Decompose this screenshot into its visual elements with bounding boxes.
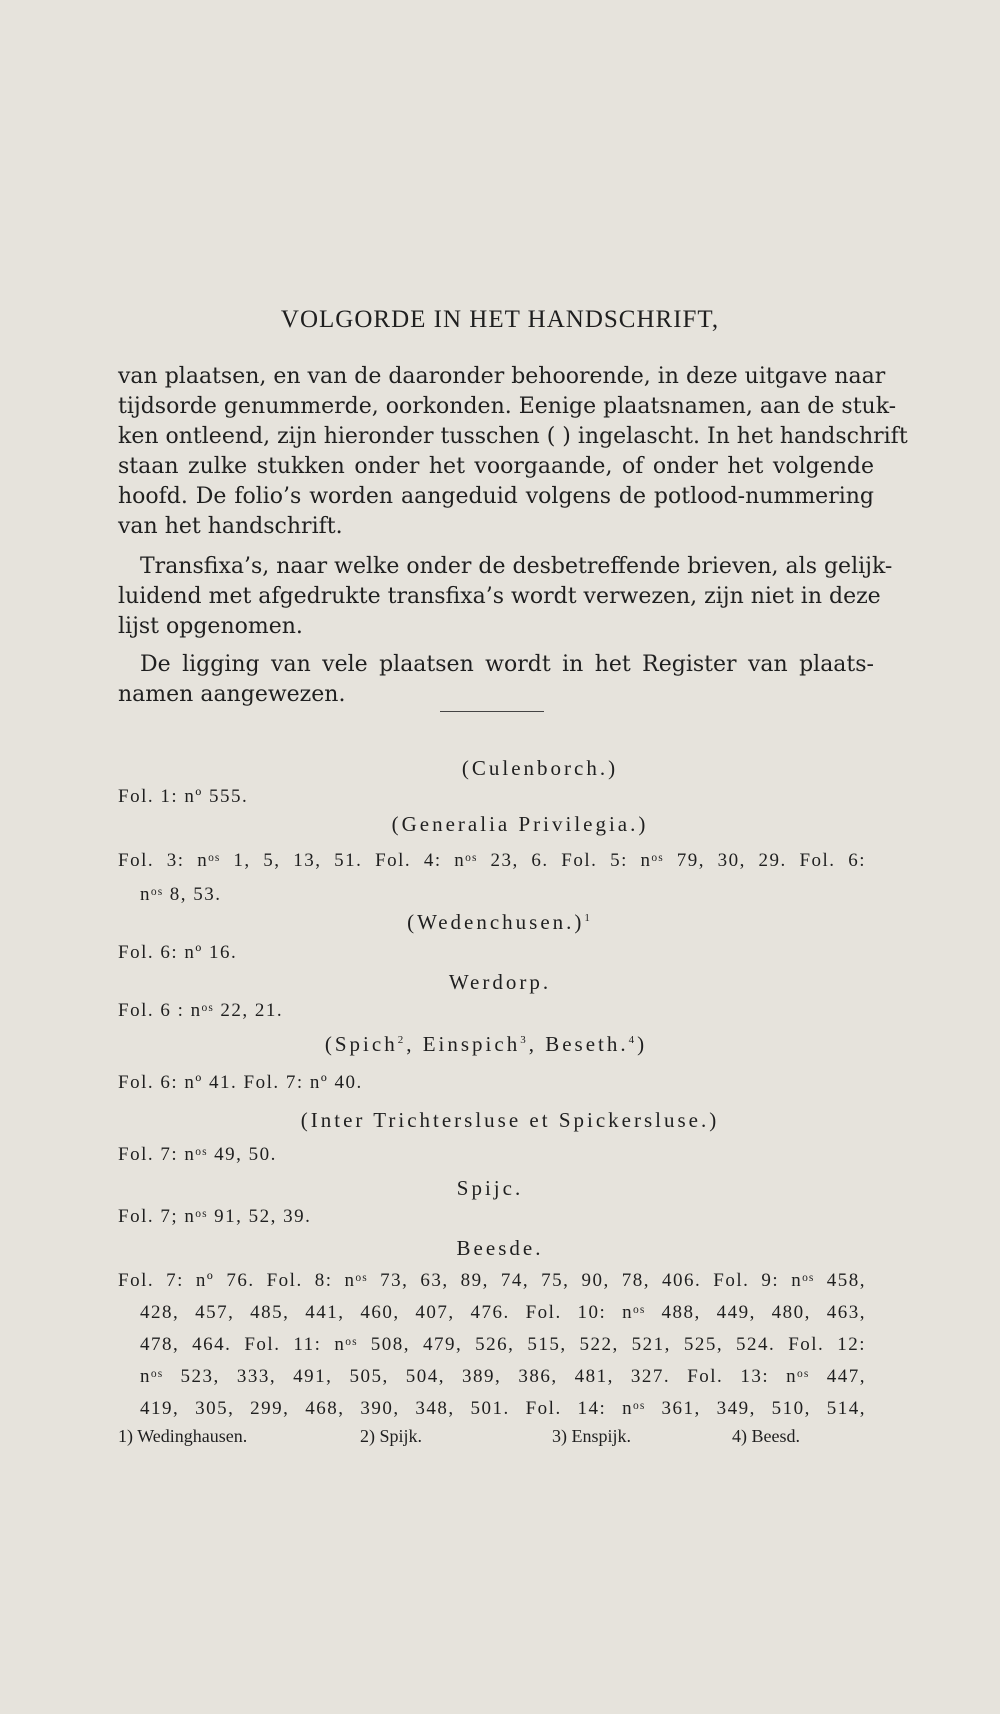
- place-heading-text: (Wedenchusen.): [407, 910, 585, 934]
- intro-line: namen aangewezen.: [118, 682, 346, 707]
- folio-line: 478, 464. Fol. 11: nᵒˢ 508, 479, 526, 515, 522, 521, 525, 524. Fol. 12:: [140, 1334, 866, 1355]
- folio-line: Fol. 3: nᵒˢ 1, 5, 13, 51. Fol. 4: nᵒˢ 23, 6. Fol. 5: nᵒˢ 79, 30, 29. Fol. 6:: [118, 850, 866, 871]
- footnote-text: Enspijk.: [571, 1426, 632, 1446]
- footnote: [732, 1426, 800, 1447]
- place-heading: Werdorp.: [448, 970, 552, 994]
- folio-line: Fol. 7; nᵒˢ 91, 52, 39.: [118, 1206, 312, 1227]
- folio-line: Fol. 6: nº 16.: [118, 942, 238, 963]
- intro-line: lijst opgenomen.: [118, 614, 303, 639]
- footnote: [118, 1426, 247, 1447]
- intro-line: luidend met afgedrukte transfixa’s wordt verwezen, zijn niet in deze: [118, 584, 881, 609]
- folio-line: Fol. 7: nᵒˢ 49, 50.: [118, 1144, 277, 1165]
- folio-line: nᵒˢ 8, 53.: [140, 884, 222, 905]
- place-heading: (Generalia Privilegia.): [391, 812, 649, 836]
- page-heading: VOLGORDE IN HET HANDSCHRIFT,: [280, 306, 720, 333]
- footnote-ref: 4: [628, 1034, 638, 1046]
- folio-line: Fol. 1: nº 555.: [118, 786, 249, 807]
- intro-line: ken ontleend, zijn hieronder tusschen ( ) ingelascht. In het handschrift: [118, 424, 908, 449]
- intro-line: van het handschrift.: [118, 514, 343, 539]
- intro-line: hoofd. De folio’s worden aangeduid volgens de potlood-nummering: [118, 484, 874, 509]
- intro-line: De ligging van vele plaatsen wordt in het Register van plaats-: [140, 652, 874, 677]
- folio-line: Fol. 6: nº 41. Fol. 7: nº 40.: [118, 1072, 363, 1093]
- intro-line: tijdsorde genummerde, oorkonden. Eenige plaatsnamen, aan de stuk-: [118, 394, 897, 419]
- footnote-text: Wedinghausen.: [137, 1426, 248, 1446]
- place-heading-text: (Spich: [324, 1032, 398, 1056]
- footnote-text: Spijk.: [379, 1426, 423, 1446]
- place-heading: [0, 910, 1000, 935]
- footnote-text: Beesd.: [751, 1426, 800, 1446]
- place-heading: (Inter Trichtersluse et Spickersluse.): [300, 1108, 720, 1132]
- folio-line: Fol. 6 : nᵒˢ 22, 21.: [118, 1000, 284, 1021]
- place-heading-text: ): [637, 1032, 648, 1056]
- folio-line: nᵒˢ 523, 333, 491, 505, 504, 389, 386, 481, 327. Fol. 13: nᵒˢ 447,: [140, 1366, 866, 1387]
- footnote-mark: 1): [118, 1426, 133, 1446]
- intro-line: Transfixa’s, naar welke onder de desbetreffende brieven, als gelijk-: [140, 554, 893, 579]
- place-heading: Beesde.: [456, 1236, 544, 1260]
- footnote-ref: 2: [397, 1034, 407, 1046]
- footnote-mark: 3): [552, 1426, 567, 1446]
- footnote-mark: 2): [360, 1426, 375, 1446]
- footnote: [552, 1426, 631, 1447]
- place-heading-text: , Beseth.: [528, 1032, 629, 1056]
- place-heading-text: , Einspich: [406, 1032, 521, 1056]
- place-heading: (Culenborch.): [461, 756, 619, 780]
- section-divider: [440, 711, 544, 712]
- place-heading: Spijc.: [456, 1176, 524, 1200]
- folio-line: 428, 457, 485, 441, 460, 407, 476. Fol. 10: nᵒˢ 488, 449, 480, 463,: [140, 1302, 866, 1323]
- footnote: [360, 1426, 422, 1447]
- footnote-mark: 4): [732, 1426, 747, 1446]
- folio-line: 419, 305, 299, 468, 390, 348, 501. Fol. 14: nᵒˢ 361, 349, 510, 514,: [140, 1398, 866, 1419]
- place-heading: [0, 1032, 986, 1057]
- folio-line: Fol. 7: nº 76. Fol. 8: nᵒˢ 73, 63, 89, 74, 75, 90, 78, 406. Fol. 9: nᵒˢ 458,: [118, 1270, 866, 1291]
- intro-line: staan zulke stukken onder het voorgaande, of onder het volgende: [118, 454, 874, 479]
- footnote-ref: 1: [584, 912, 593, 924]
- footnote-ref: 3: [520, 1034, 529, 1046]
- intro-line: van plaatsen, en van de daaronder behoorende, in deze uitgave naar: [118, 364, 886, 389]
